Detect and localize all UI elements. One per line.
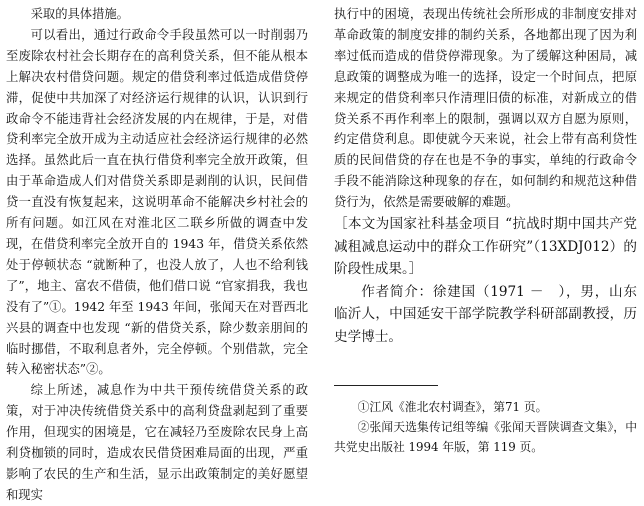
funding-note: ［本文为国家社科基金项目 “抗战时期中国共产党减租减息运动中的群众工作研究”（13XDJ012）的阶段性成果。］ [334, 216, 637, 278]
paragraph-conclusion: 综上所述，减息作为中共干预传统借贷关系的政策，对于冲决传统借贷关系中的高利贷盘剥起到了重要作用，但现实的困境是，它在减轻乃至废除农民身上高利贷枷锁的同时，造成农民借贷困难局面的出现，严重影响了农民的生产和生活，显示出政策制定的美好愿望和现实 [6, 383, 308, 502]
paragraph-intro-end: 采取的具体措施。 [30, 7, 129, 21]
author-bio: 作者简介：徐建国（1971 － ），男，山东临沂人，中国延安干部学院教学科研部副教授，历史学博士。 [334, 283, 637, 345]
footnote-divider [334, 385, 438, 386]
footnote-1: ①江风《淮北农村调查》，第71 页。 [357, 400, 548, 414]
footnote-2: ②张闻天选集传记组等编《张闻天晋陕调查文集》，中共党史出版社 1994 年版，第 119 页。 [334, 420, 637, 454]
paragraph-conclusion-continued: 执行中的困境，表现出传统社会所形成的非制度安排对革命政策的制度安排的制约关系，各地都出现了因为利率过低而造成的借贷停滞现象。为了缓解这种困局，减息政策的调整成为唯一的选择，设定一个时间点，把原来规定的借贷利率只作清理旧债的标准，对新成立的借贷关系不再作利率上的限制，强调以双方自愿为原则，约定借贷利息。即使就今天来说，社会上带有高利贷性质的民间借贷的存在也是不争的事实，单纯的行政命令手段不能消除这种现象的存在，如何制约和规范这种借贷行为，依然是需要破解的难题。 [334, 7, 637, 210]
footnotes [334, 397, 637, 457]
right-column [334, 4, 637, 348]
paragraph-analysis: 可以看出，通过行政命令手段虽然可以一时削弱乃至废除农村社会长期存在的高利贷关系，但不能从根本上解决农村借贷问题。规定的借贷利率过低造成借贷停滞，促使中共加深了对经济运行规律的认识，认识到行政命令不能违背社会经济发展的内在规律，于是，对借贷利率完全放开成为主动适应社会经济运行规律的必然选择。虽然此后一直在执行借贷利率完全放开政策，但由于革命造成人们对借贷关系即是剥削的认识，民间借贷一直没有恢复起来，这说明革命不能解决乡村社会的所有问题。如江风在对淮北区二联乡所做的调查中发现，在借贷利率完全放开自的 1943 年，借贷关系依然处于停顿状态 “就断种了，也没人放了，人也不给利钱了”，地主、富农不借债，他们借口说 “官家捐我，我也没有了”①。1942 年至 1943 年间，张闻天在对晋西北兴县的调查中也发现 “新的借贷关系，除少数亲朋间的临时挪借，不取利息者外，完全停顿。个别借款，完全转入秘密状态”②。 [6, 27, 308, 377]
left-column [6, 4, 308, 506]
